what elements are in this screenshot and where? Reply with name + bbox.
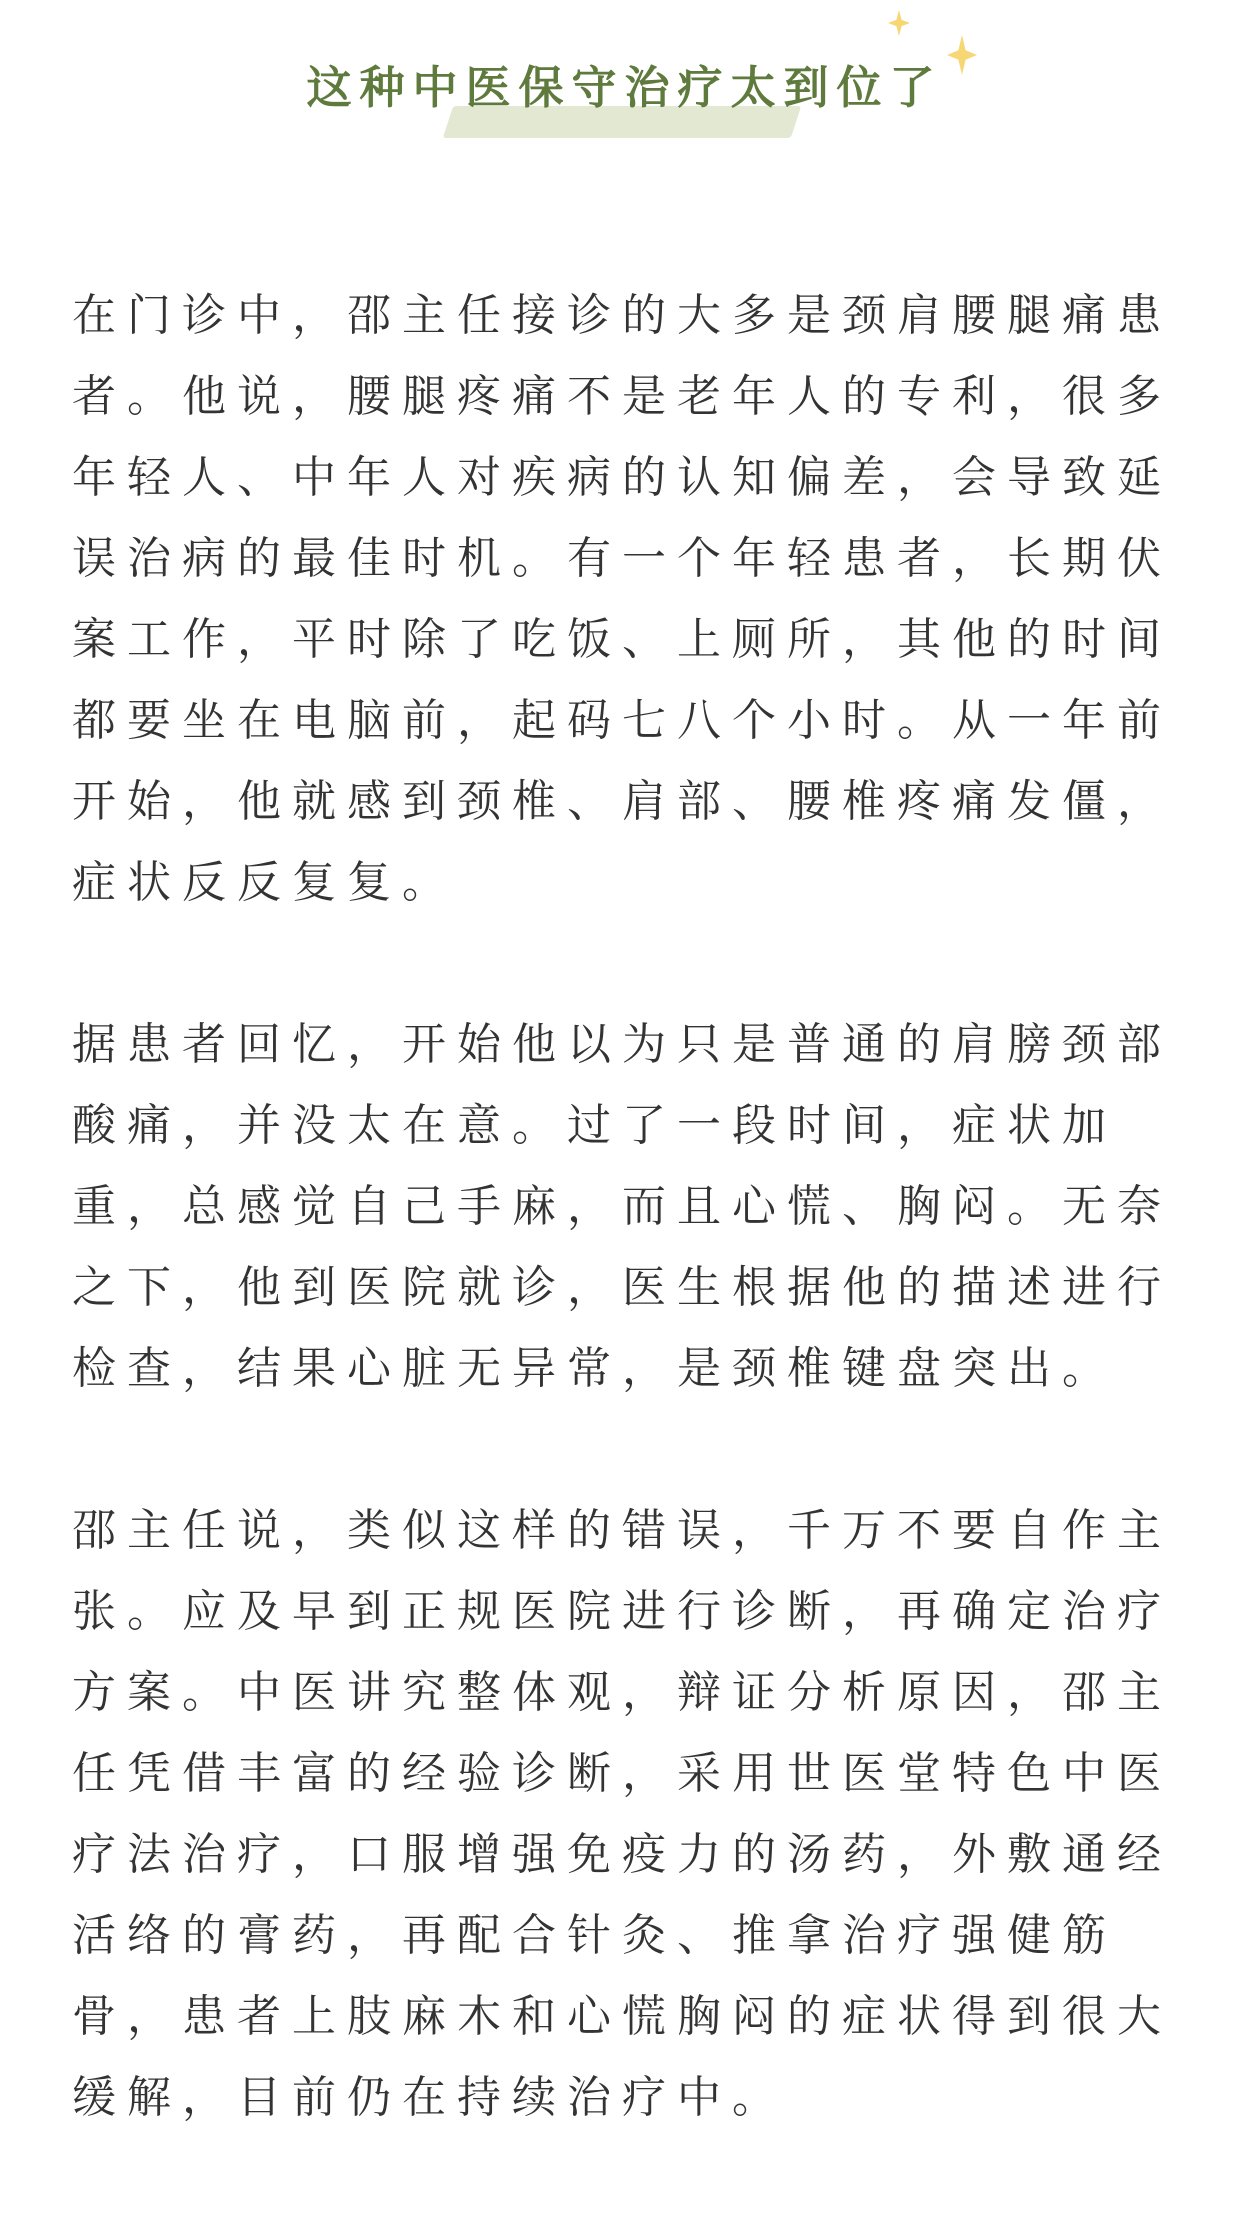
article-paragraph: 在门诊中，邵主任接诊的大多是颈肩腰腿痛患者。他说，腰腿疼痛不是老年人的专利，很多年轻人、中年人对疾病的认知偏差，会导致延误治病的最佳时机。有一个年轻患者，长期伏案工作，平时除了吃饭、上厕所，其他的时间都要坐在电脑前，起码七八个小时。从一年前开始，他就感到颈椎、肩部、腰椎疼痛发僵，症状反反复复。 — [72, 290, 1172, 908]
sparkle-icon — [888, 10, 910, 36]
article-header — [0, 0, 1241, 160]
article-paragraph: 邵主任说，类似这样的错误，千万不要自作主张。应及早到正规医院进行诊断，再确定治疗方案。中医讲究整体观，辩证分析原因，邵主任凭借丰富的经验诊断，采用世医堂特色中医疗法治疗，口服增强免疫力的汤药，外敷通经活络的膏药，再配合针灸、推拿治疗强健筋骨，患者上肢麻木和心慌胸闷的症状得到很大缓解，目前仍在持续治疗中。 — [72, 1505, 1172, 2123]
article-title: 这种中医保守治疗太到位了 — [306, 61, 943, 114]
article-body — [72, 275, 1182, 2219]
article-paragraph: 据患者回忆，开始他以为只是普通的肩膀颈部酸痛，并没太在意。过了一段时间，症状加重，总感觉自己手麻，而且心慌、胸闷。无奈之下，他到医院就诊，医生根据他的描述进行检查，结果心脏无异常，是颈椎键盘突出。 — [72, 1019, 1172, 1394]
